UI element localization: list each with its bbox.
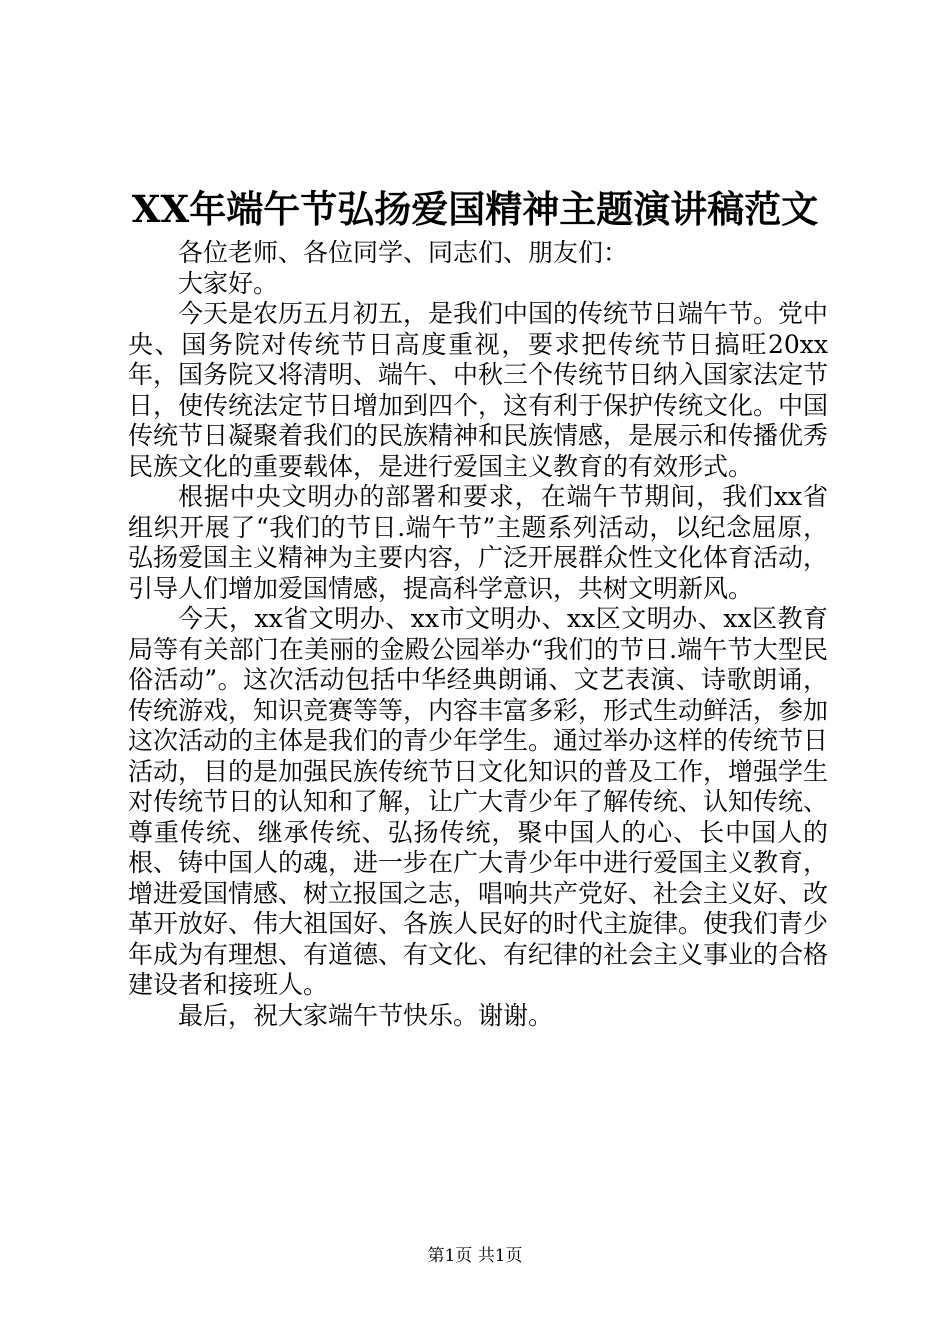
page-footer: [0, 1245, 950, 1267]
document-body: [128, 238, 828, 1031]
paragraph-greeting: 各位老师、各位同学、同志们、朋友们：: [178, 238, 629, 267]
paragraph-closing: 最后，祝大家端午节快乐。谢谢。: [178, 1000, 554, 1030]
paragraph-activities: 根据中央文明办的部署和要求，在端午节期间，我们xx省组织开展了“我们的节日.端午节”主题系列活动，以纪念屈原，弘扬爱国主义精神为主要内容，广泛开展群众性文化体育活动，引导人们增加爱国情感，提高科学意识，共树文明新风。: [128, 482, 829, 603]
paragraph-event: 今天，xx省文明办、xx市文明办、xx区文明办、xx区教育局等有关部门在美丽的金殿公园举办“我们的节日.端午节大型民俗活动”。这次活动包括中华经典朗诵、文艺表演、诗歌朗诵，传统游戏，知识竞赛等等，内容丰富多彩，形式生动鲜活，参加这次活动的主体是我们的青少年学生。通过举办这样的传统节日活动，目的是加强民族传统节日文化知识的普及工作，增强学生对传统节日的认知和了解，让广大青少年了解传统、认知传统、尊重传统、继承传统、弘扬传统，聚中国人的心、长中国人的根、铸中国人的魂，进一步在广大青少年中进行爱国主义教育，增进爱国情感、树立报国之志，唱响共产党好、社会主义好、改革开放好、伟大祖国好、各族人民好的时代主旋律。使我们青少年成为有理想、有道德、有文化、有纪律的社会主义事业的合格建设者和接班人。: [128, 604, 829, 999]
page-total: 共1页: [477, 1246, 523, 1266]
document-title: XX年端午节弘扬爱国精神主题演讲稿范文: [131, 187, 819, 231]
paragraph-intro: 今天是农历五月初五，是我们中国的传统节日端午节。党中央、国务院对传统节日高度重视，要求把传统节日搞旺20xx年，国务院又将清明、端午、中秋三个传统节日纳入国家法定节日，使传统法定节日增加到四个，这有利于保护传统文化。中国传统节日凝聚着我们的民族精神和民族情感，是展示和传播优秀民族文化的重要载体，是进行爱国主义教育的有效形式。: [128, 299, 829, 481]
paragraph-hello: 大家好。: [178, 268, 279, 298]
page-number: 第1页: [427, 1246, 473, 1266]
